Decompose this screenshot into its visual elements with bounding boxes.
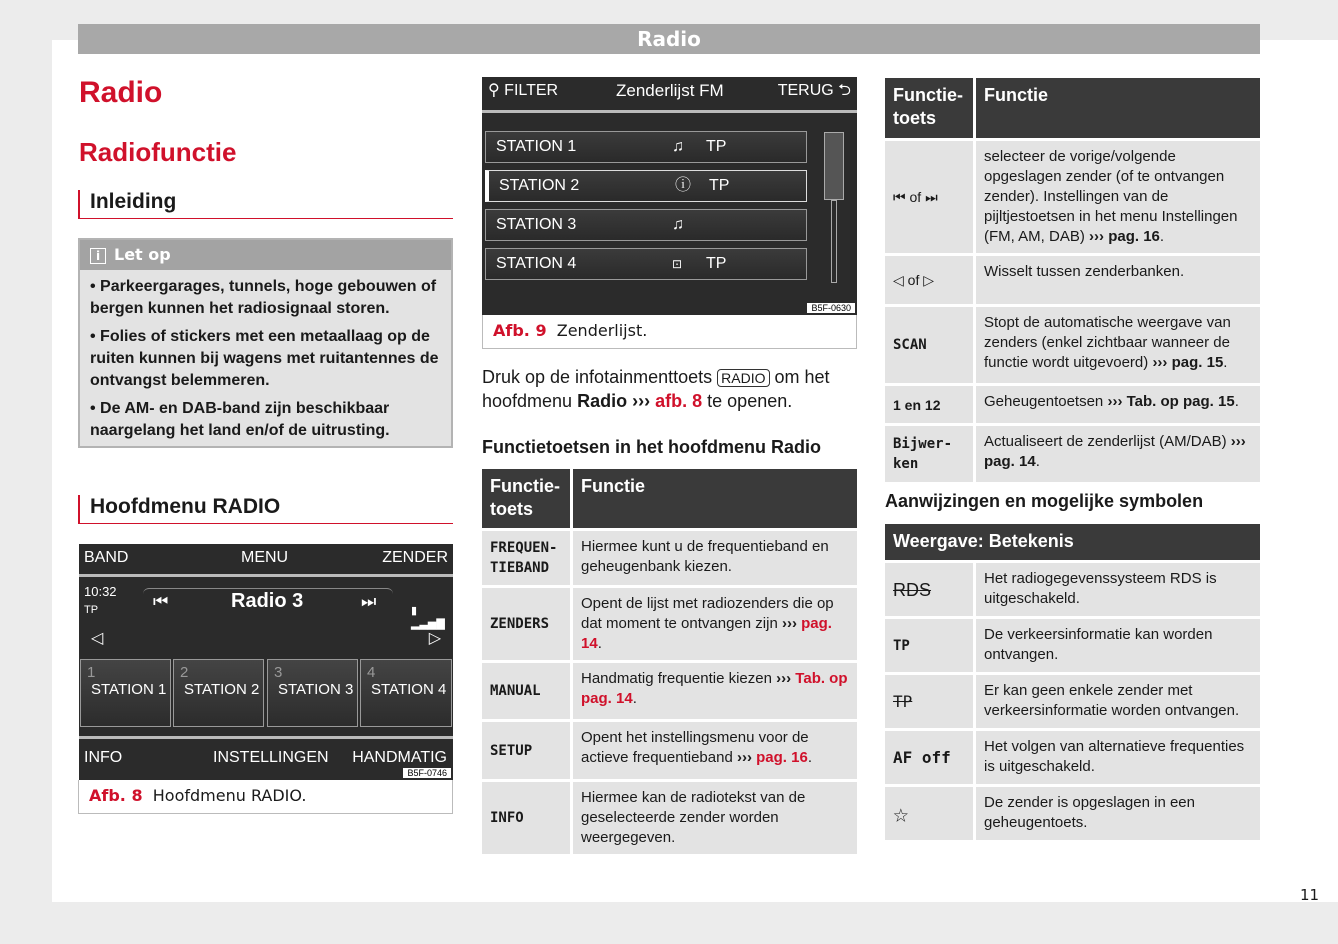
arrow-right-icon: ▷ <box>923 272 935 288</box>
container: selecteer de vorige/volgende opgeslagen zender (of te ontvangen zender). Instellingen van de pijltjestoetsen in het menu Instellingen (FM, AM, DAB) ››› pag. 16. <box>976 141 1260 253</box>
body-paragraph <box>482 366 857 413</box>
divider <box>79 736 453 739</box>
container <box>885 256 973 304</box>
text: 2 <box>180 664 189 681</box>
text: Het radiogegevenssysteem RDS is uitgeschakeld. <box>976 563 1260 616</box>
text: Hoofdmenu RADIO. <box>152 786 307 805</box>
text: Afb. 8 <box>89 786 143 805</box>
scrollbar-track[interactable] <box>831 200 837 283</box>
table-row <box>885 563 1260 616</box>
preset-button[interactable] <box>360 659 452 727</box>
back-icon: ⮌ <box>838 82 851 99</box>
container: Geheugentoetsen ››› Tab. op pag. 15. <box>976 386 1260 423</box>
handmatig-tab[interactable]: HANDMATIG <box>352 749 447 766</box>
note-box <box>78 238 453 448</box>
table-row <box>885 731 1260 784</box>
text: Opent het instellingsmenu voor de actieve frequentieband <box>581 729 809 766</box>
table-row <box>885 386 1260 423</box>
column-header: Functie-toets <box>885 78 973 138</box>
text: De AM- en DAB-band zijn beschikbaar naargelang het land en/of de uitrusting. <box>90 400 390 439</box>
functions-heading: Functietoetsen in het hoofdmenu Radio <box>482 437 821 457</box>
container <box>885 524 1260 560</box>
divider <box>79 574 453 577</box>
table-row <box>482 588 857 660</box>
column-header: Weergave: Betekenis <box>885 524 1260 560</box>
preset-button[interactable] <box>267 659 358 727</box>
container: Stopt de automatische weergave van zenders (enkel zichtbaar wanneer de functie wordt uitgevoerd) ››› pag. 15. <box>976 307 1260 383</box>
figure-9-caption <box>482 315 857 349</box>
container: ››› <box>1230 433 1246 450</box>
text: Zenderlijst. <box>556 321 648 340</box>
text: pag. 14 <box>581 615 832 652</box>
text: pag. 14 <box>984 453 1036 470</box>
page-title: Radio <box>79 76 163 109</box>
radio-key: RADIO <box>717 369 769 387</box>
table-row <box>482 722 857 779</box>
text: Geheugentoetsen <box>984 393 1104 410</box>
text: STATION 2 <box>499 177 580 194</box>
station-list-item[interactable] <box>485 248 807 280</box>
table-row <box>885 307 1260 383</box>
text: STATION 4 <box>371 681 447 698</box>
text: TP <box>706 138 727 155</box>
zender-tab[interactable]: ZENDER <box>382 549 448 566</box>
music-icon: ♫ <box>672 138 684 155</box>
container: ››› <box>1089 228 1105 245</box>
tp-indicator: TP <box>84 604 99 616</box>
music-icon: ♫ <box>672 216 684 233</box>
text: pag. 16 <box>1108 228 1160 245</box>
station-list-item[interactable] <box>485 131 807 163</box>
text: STATION 4 <box>496 255 577 272</box>
rds-off-icon: RDS <box>885 563 973 616</box>
text: MANUAL <box>482 663 570 719</box>
text: Druk op de infotainmenttoets <box>482 367 713 387</box>
text: FREQUEN-TIEBAND <box>482 531 570 585</box>
text: selecteer de vorige/volgende opgeslagen zender (of te ontvangen zender). Instellingen van de pijltjestoetsen in het menu Instellingen (FM, AM, DAB) <box>984 148 1238 245</box>
text: ZENDERS <box>482 588 570 660</box>
text: Handmatig frequentie kiezen <box>581 670 772 687</box>
filter-icon: ⚲ <box>488 82 500 99</box>
text: Wisselt tussen zenderbanken. <box>976 256 1260 304</box>
text: INFO <box>482 782 570 854</box>
clock: 10:32 <box>84 584 117 599</box>
container: Handmatig frequentie kiezen ››› Tab. op pag. 14. <box>573 663 857 719</box>
bank-right-icon[interactable]: ▷ <box>428 630 441 647</box>
text: SCAN <box>885 307 973 383</box>
skip-back-icon: ⏮ <box>893 189 906 205</box>
text: Opent de lijst met radiozenders die op dat moment te ontvangen zijn <box>581 595 834 632</box>
text: Folies of stickers met een metaallaag op de ruiten kunnen bij wagens met ruitantennes de ontvangst belemmeren. <box>90 328 439 389</box>
note-item: • Folies of stickers met een metaallaag op de ruiten kunnen bij wagens met ruitantennes de ontvangst belemmeren. <box>90 328 439 389</box>
previous-station-icon[interactable]: ⏮ <box>153 592 169 611</box>
container: ››› <box>776 670 792 687</box>
figure-8-screen <box>79 544 453 780</box>
table-row <box>885 675 1260 728</box>
function-keys-table <box>885 78 1260 485</box>
text: STATION 3 <box>278 681 354 698</box>
figure-8-caption <box>78 780 453 814</box>
text: STATION 1 <box>496 138 577 155</box>
column-header: Functie-toets <box>482 469 570 528</box>
container <box>482 469 857 528</box>
page-number: 11 <box>1300 886 1320 904</box>
section-title: Radiofunctie <box>79 137 237 167</box>
back-button[interactable] <box>778 77 851 107</box>
container: Opent het instellingsmenu voor de actieve frequentieband ››› pag. 16. <box>573 722 857 779</box>
list-title: Zenderlijst FM <box>616 81 724 100</box>
table-row <box>885 787 1260 840</box>
divider <box>482 110 857 113</box>
text: 1 en 12 <box>885 386 973 423</box>
preset-button[interactable] <box>173 659 264 727</box>
symbols-heading: Aanwijzingen en mogelijke symbolen <box>885 491 1204 511</box>
text: 4 <box>367 664 376 681</box>
text: Tab. op pag. 15 <box>1126 393 1235 410</box>
text: STATION 3 <box>496 216 577 233</box>
instellingen-tab[interactable]: INSTELLINGEN <box>213 749 329 766</box>
table-row <box>482 531 857 585</box>
text: of <box>909 189 922 205</box>
container <box>885 141 973 253</box>
text: om het hoofdmenu <box>482 367 830 411</box>
tp-off-icon: TP <box>885 675 973 728</box>
text: TERUG <box>777 82 834 99</box>
info-icon: ⓘ <box>675 177 692 194</box>
note-item: • De AM- en DAB-band zijn beschikbaar naargelang het land en/of de uitrusting. <box>90 400 390 439</box>
tp-icon: TP <box>885 619 973 672</box>
text: pag. 15 <box>1171 354 1224 371</box>
skip-forward-icon: ⏭ <box>925 189 938 205</box>
text: Radio <box>577 391 628 411</box>
column-header: Functie <box>573 469 857 528</box>
text: ››› <box>632 391 651 411</box>
column-header: Functie <box>976 78 1260 138</box>
container: Opent de lijst met radiozenders die op dat moment te ontvangen zijn ››› pag. 14. <box>573 588 857 660</box>
text: Afb. 9 <box>493 321 547 340</box>
text: Het volgen van alternatieve frequenties is uitgeschakeld. <box>976 731 1260 784</box>
text: De zender is opgeslagen in een geheugentoets. <box>976 787 1260 840</box>
text: FILTER <box>504 82 559 99</box>
star-icon: ☆ <box>885 787 973 840</box>
figure-9-screen <box>482 77 857 315</box>
text: Hiermee kunt u de frequentieband en geheugenbank kiezen. <box>573 531 857 585</box>
running-header: Radio <box>78 24 1260 54</box>
scrollbar-thumb[interactable] <box>824 132 844 200</box>
container <box>885 78 1260 138</box>
table-row <box>885 426 1260 482</box>
text: STATION 2 <box>184 681 260 698</box>
text: te openen. <box>707 391 793 411</box>
text: Stopt de automatische weergave van zenders (enkel zichtbaar wanneer de functie wordt uitgevoerd) <box>984 314 1231 371</box>
table-row <box>885 619 1260 672</box>
text: pag. 16 <box>756 749 808 766</box>
signal-strength-icon: ▮ ▂▃▅▇ <box>411 605 445 630</box>
table-row <box>885 141 1260 253</box>
intro-heading: Inleiding <box>78 190 453 219</box>
note-item: • Parkeergarages, tunnels, hoge gebouwen of bergen kunnen het radiosignaal storen. <box>90 278 437 317</box>
functions-table <box>482 469 857 857</box>
text: Actualiseert de zenderlijst (AM/DAB) <box>984 433 1227 450</box>
station-list-item-selected[interactable] <box>485 170 807 202</box>
text: Hiermee kan de radiotekst van de geselecteerde zender worden weergegeven. <box>573 782 857 854</box>
arrow-left-icon: ◁ <box>893 272 904 288</box>
text: TP <box>706 255 727 272</box>
container: ››› <box>781 615 797 632</box>
container: Actualiseert de zenderlijst (AM/DAB) ››› pag. 14. <box>976 426 1260 482</box>
container: ››› <box>1107 393 1123 410</box>
info-tab[interactable]: INFO <box>84 749 123 766</box>
text: Bijwer-ken <box>885 426 973 482</box>
band-tab[interactable]: BAND <box>84 549 129 566</box>
text: SETUP <box>482 722 570 779</box>
table-row <box>482 663 857 719</box>
note-header <box>80 240 451 270</box>
text: 1 <box>87 664 96 681</box>
preset-button[interactable] <box>80 659 171 727</box>
note-title: Let op <box>114 245 171 264</box>
table-row <box>885 256 1260 304</box>
text: TP <box>709 177 730 194</box>
station-list-item[interactable] <box>485 209 807 241</box>
text: afb. 8 <box>655 391 703 411</box>
text: 3 <box>274 664 283 681</box>
text-icon: ⊡ <box>672 257 683 271</box>
main-menu-heading: Hoofdmenu RADIO <box>78 495 453 524</box>
text: STATION 1 <box>91 681 167 698</box>
container: ››› <box>1152 354 1168 371</box>
text: De verkeersinformatie kan worden ontvangen. <box>976 619 1260 672</box>
table-row <box>482 782 857 854</box>
current-station: Radio 3 <box>231 590 304 612</box>
container: ››› <box>736 749 752 766</box>
next-station-icon[interactable]: ⏭ <box>361 592 377 611</box>
af-off-icon: AF off <box>885 731 973 784</box>
menu-tab[interactable]: MENU <box>241 549 289 566</box>
text: Tab. op pag. 14 <box>581 670 848 707</box>
figure-code: B5F-0746 <box>403 768 451 778</box>
figure-code: B5F-0630 <box>807 303 855 313</box>
info-icon: i <box>90 248 106 264</box>
symbols-table <box>885 524 1260 843</box>
filter-button[interactable] <box>488 77 558 107</box>
text: Parkeergarages, tunnels, hoge gebouwen of bergen kunnen het radiosignaal storen. <box>90 278 437 317</box>
text: Er kan geen enkele zender met verkeersinformatie worden ontvangen. <box>976 675 1260 728</box>
text: of <box>907 272 920 288</box>
bank-left-icon[interactable]: ◁ <box>91 630 104 647</box>
